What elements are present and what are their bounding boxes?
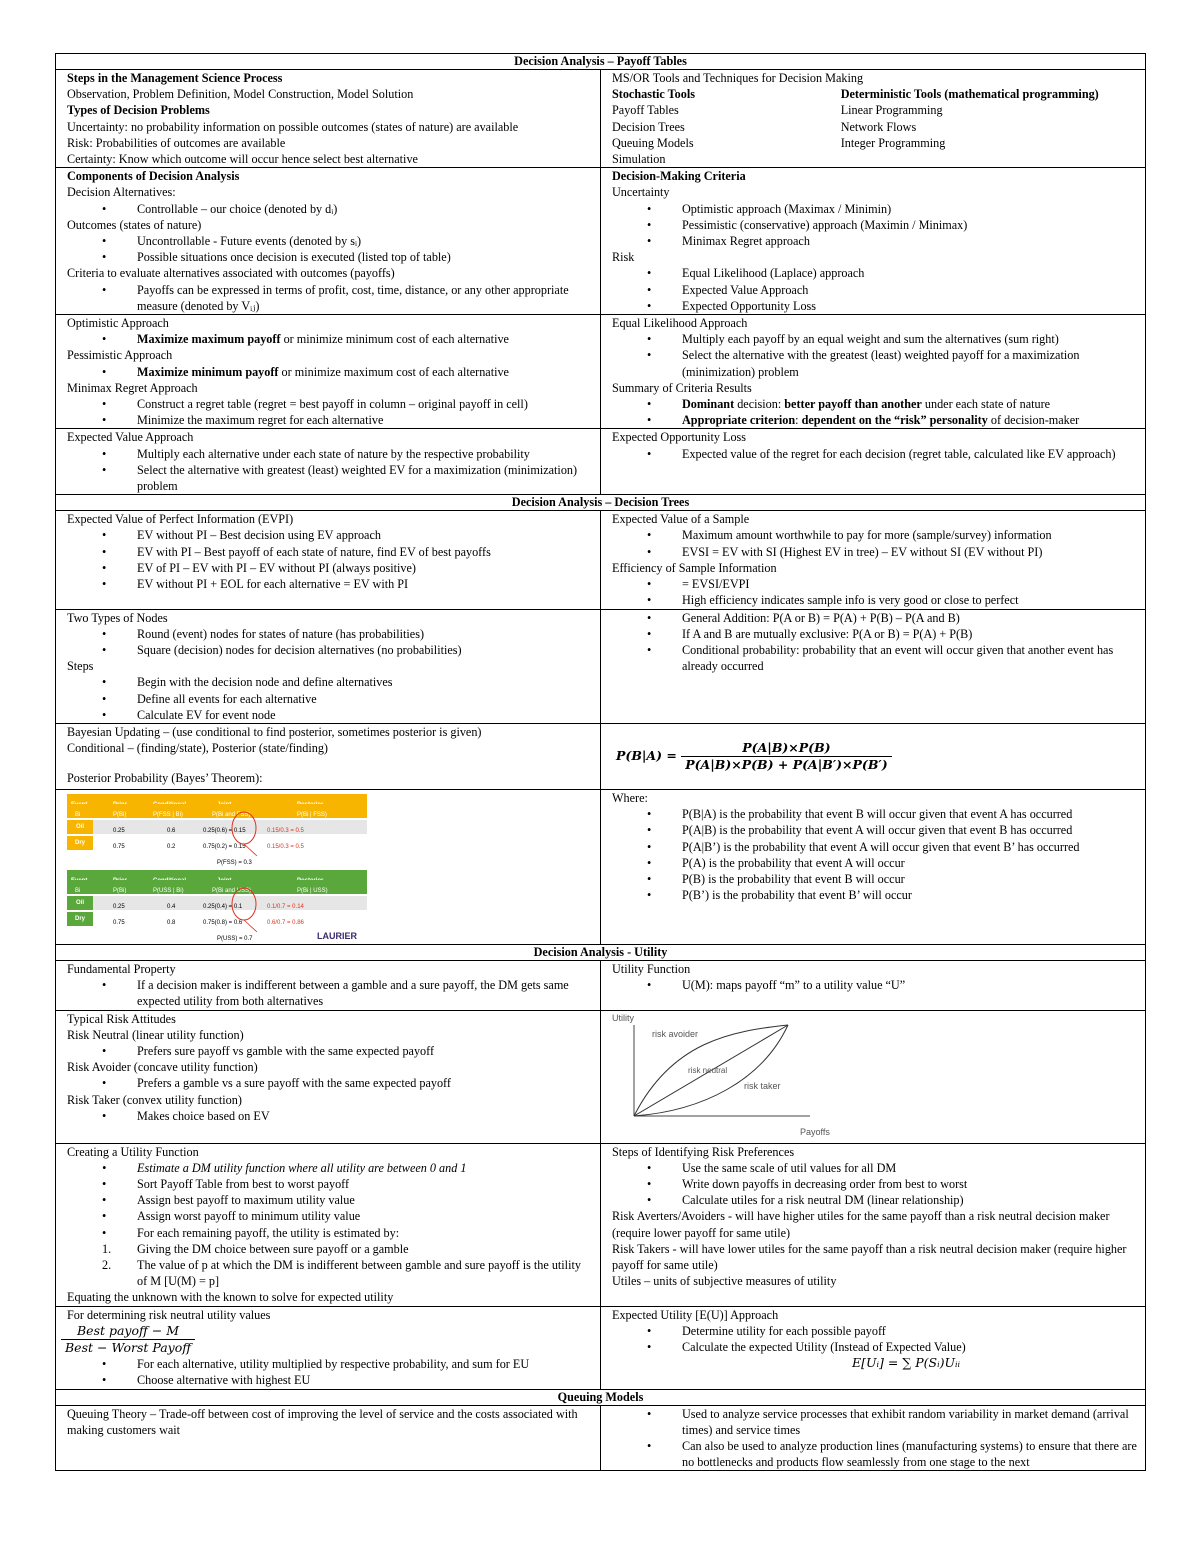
alt-title: Decision Alternatives: (67, 185, 176, 200)
list-item: • EV without PI + EOL for each alternative = EV with PI (137, 576, 594, 592)
bold-text: Dominant (682, 397, 735, 412)
neutral-title: Risk Neutral (linear utility function) (67, 1027, 244, 1042)
table-row: Dry 0.75 0.8 0.75(0.8) = 0.6 0.6/0.7 = 0.86 (67, 912, 367, 926)
identifying-cell (601, 1143, 1146, 1306)
list-item: • = EVSI/EVPI (682, 576, 1139, 592)
list-item: • Sort Payoff Table from best to worst payoff (137, 1176, 594, 1192)
list-item: • Prefers sure payoff vs gamble with the same expected payoff (137, 1043, 594, 1059)
ev-approach-title: Expected Value Approach (67, 430, 194, 445)
tools-cell (601, 70, 1146, 168)
list-item: • Determine utility for each possible payoff (682, 1323, 1139, 1339)
certainty-def: Certainty: Know which outcome will occur hence select best alternative (67, 152, 418, 167)
utiles-text: Utiles – units of subjective measures of utility (612, 1274, 837, 1289)
list-item: • Calculate utiles for a risk neutral DM (linear relationship) (682, 1192, 1139, 1208)
utility-graph-cell (601, 1010, 1146, 1143)
table-row: Oil 0.25 0.6 0.25(0.6) = 0.15 0.15/0.3 = 0.5 (67, 820, 367, 834)
list-item: • Choose alternative with highest EU (137, 1372, 594, 1388)
avoider-title: Risk Avoider (concave utility function) (67, 1060, 258, 1075)
equating-line: Equating the unknown with the known to solve for expected utility (67, 1290, 394, 1305)
taker-title: Risk Taker (convex utility function) (67, 1092, 242, 1107)
criteria-title: Decision-Making Criteria (612, 169, 746, 184)
list-item: • Select the alternative with the greatest (least) weighted payoff for a maximization (minimization) problem (682, 347, 1139, 379)
list-item: • If a decision maker is indifferent between a gamble and a sure payoff, the DM gets same expected utility from both alternatives (137, 977, 594, 1009)
steps-title: Steps (67, 659, 94, 674)
list-item: • EVSI = EV with SI (Highest EV in tree) – EV without SI (EV without PI) (682, 544, 1139, 560)
taker-label: risk taker (744, 1080, 781, 1091)
list-item: • Assign best payoff to maximum utility value (137, 1192, 594, 1208)
eol-title: Expected Opportunity Loss (612, 430, 747, 445)
formula-numerator: P(A|B)×P(B) (681, 740, 891, 757)
evpi-cell (56, 511, 601, 609)
neutral-values-cell (56, 1306, 601, 1389)
stochastic-item: Decision Trees (612, 119, 685, 134)
nodes-cell (56, 609, 601, 723)
text: decision: (734, 397, 785, 412)
stochastic-item: Queuing Models (612, 135, 694, 150)
stochastic-item: Payoff Tables (612, 103, 679, 118)
formula-fraction (681, 740, 891, 773)
bayes-table-cell (56, 789, 601, 944)
deterministic-title: Deterministic Tools (mathematical programming) (840, 87, 1099, 102)
summary-title: Summary of Criteria Results (612, 380, 752, 395)
annotation-circles (67, 794, 367, 944)
numbered-item: 1. Giving the DM choice between sure payoff or a gamble (102, 1241, 409, 1256)
list-item: • P(B) is the probability that event B will occur (682, 871, 1139, 887)
list-item: • Optimistic approach (Maximax / Minimin) (682, 201, 1139, 217)
list-item: • Round (event) nodes for states of nature (has probabilities) (137, 626, 594, 642)
list-item: • Minimax Regret approach (682, 233, 1139, 249)
utility-fn-cell (601, 960, 1146, 1010)
list-item: • P(B|A) is the probability that event B will occur given that event A has occurred (682, 806, 1139, 822)
list-item: • Possible situations once decision is executed (listed top of table) (137, 249, 594, 265)
equal-likelihood-title: Equal Likelihood Approach (612, 316, 748, 331)
list-item: • EV with PI – Best payoff of each state of nature, find EV of best payoffs (137, 544, 594, 560)
bold-text: Appropriate criterion (682, 413, 796, 428)
sample-cell (601, 511, 1146, 609)
list-item: • Multiply each payoff by an equal weight and sum the alternatives (sum right) (682, 331, 1139, 347)
deterministic-item: Network Flows (840, 119, 917, 134)
list-item: • For each remaining payoff, the utility is estimated by: (137, 1225, 594, 1241)
eu-cell (601, 1306, 1146, 1389)
bold-text: Maximize minimum payoff (137, 364, 279, 379)
text: under each state of nature (921, 397, 1051, 412)
criteria-eval-title: Criteria to evaluate alternatives associated with outcomes (payoffs) (67, 266, 395, 281)
text: : (795, 413, 802, 428)
eol-cell (601, 429, 1146, 495)
list-item: • Begin with the decision node and define alternatives (137, 674, 594, 690)
eu-title: Expected Utility [E(U)] Approach (612, 1307, 779, 1322)
criteria-uncertainty-title: Uncertainty (612, 185, 670, 200)
x-axis-label: Payoffs (800, 1126, 830, 1137)
optimistic-title: Optimistic Approach (67, 316, 169, 331)
list-item: • Pessimistic (conservative) approach (Maximin / Minimax) (682, 217, 1139, 233)
laurier-logo: LAURIER (317, 930, 357, 941)
stochastic-title: Stochastic Tools (612, 87, 695, 102)
bayes-cell (56, 723, 601, 789)
fundamental-cell (56, 960, 601, 1010)
list-item: • Assign worst payoff to minimum utility value (137, 1208, 594, 1224)
bayes-formula-cell (601, 723, 1146, 789)
bold-text: dependent on the “risk” personality (801, 413, 988, 428)
list-item: • Multiply each alternative under each state of nature by the respective probability (137, 446, 594, 462)
list-item: • Payoffs can be expressed in terms of profit, cost, time, distance, or any other appropriate measure (denoted by Vᵢⱼ) (137, 282, 594, 314)
list-item: • Prefers a gamble vs a sure payoff with the same expected payoff (137, 1075, 594, 1091)
list-item: • EV without PI – Best decision using EV approach (137, 527, 594, 543)
formula-lhs: P(B|A) = (616, 747, 677, 763)
nodes-title: Two Types of Nodes (67, 610, 168, 625)
list-item: • U(M): maps payoff “m” to a utility value “U” (682, 977, 1139, 993)
formula-denominator: Best − Worst Payoff (65, 1339, 192, 1355)
list-item: • P(B’) is the probability that event B’ will occur (682, 887, 1139, 903)
list-item (137, 331, 594, 347)
table-row: Oil 0.25 0.4 0.25(0.4) = 0.1 0.1/0.7 = 0.14 (67, 896, 367, 910)
list-item: • Maximum amount worthwhile to pay for more (sample/survey) information (682, 527, 1139, 543)
deterministic-column (841, 86, 1139, 167)
where-title: Where: (612, 790, 648, 805)
creating-cell (56, 1143, 601, 1306)
list-item: • Makes choice based on EV (137, 1108, 594, 1124)
creating-title: Creating a Utility Function (67, 1144, 199, 1159)
tools-title: MS/OR Tools and Techniques for Decision Making (612, 71, 864, 85)
criteria-cell (601, 168, 1146, 315)
list-item (682, 396, 1139, 412)
utility-graph (612, 1011, 852, 1143)
list-item: • EV of PI – EV with PI – EV without PI (always positive) (137, 560, 594, 576)
uncertainty-def: Uncertainty: no probability information on possible outcomes (states of nature) are available (67, 119, 519, 134)
formula-numerator: Best payoff − M (61, 1323, 195, 1340)
list-item: • Expected Opportunity Loss (682, 298, 1139, 314)
numbered-item: 2. The value of p at which the DM is indifferent between gamble and sure payoff is the utility of M [U(M) = p] (102, 1257, 581, 1289)
list-item: • Expected Value Approach (682, 282, 1139, 298)
list-item: • Expected value of the regret for each decision (regret table, calculated like EV approach) (682, 446, 1139, 462)
section-header-payoff: Decision Analysis – Payoff Tables (56, 54, 1146, 70)
list-item: • Equal Likelihood (Laplace) approach (682, 265, 1139, 281)
queuing-uses-cell (601, 1405, 1146, 1471)
steps-ms-cell (56, 70, 601, 168)
steps-ms-title: Steps in the Management Science Process (67, 71, 283, 85)
bayes-table-image (67, 794, 367, 944)
outcomes-title: Outcomes (states of nature) (67, 217, 202, 232)
pessimistic-title: Pessimistic Approach (67, 348, 173, 363)
list-item (137, 364, 594, 380)
table-total: P(FSS) = 0.3 (217, 859, 252, 866)
list-item: • P(A) is the probability that event A will occur (682, 855, 1139, 871)
list-item: • Calculate the expected Utility (Instead of Expected Value) (682, 1339, 1139, 1355)
approaches-cell (56, 315, 601, 429)
types-title: Types of Decision Problems (67, 103, 210, 118)
bayes-line1: Bayesian Updating – (use conditional to find posterior, sometimes posterior is given) (67, 724, 482, 739)
list-item: • P(A|B) is the probability that event A will occur given that event B has occurred (682, 822, 1139, 838)
list-item: • Conditional probability: probability that an event will occur given that another event has already occurred (682, 642, 1139, 674)
avoider-label: risk avoider (652, 1028, 699, 1039)
minimax-title: Minimax Regret Approach (67, 380, 198, 395)
criteria-risk-title: Risk (612, 250, 635, 265)
utility-fn-title: Utility Function (612, 961, 691, 976)
list-item: • If A and B are mutually exclusive: P(A or B) = P(A) + P(B) (682, 626, 1139, 642)
components-title: Components of Decision Analysis (67, 169, 240, 184)
bold-text: better payoff than another (784, 397, 922, 412)
risk-attitudes-cell (56, 1010, 601, 1143)
table-total: P(USS) = 0.7 LAURIER (67, 928, 367, 942)
list-item: • Construct a regret table (regret = best payoff in column – original payoff in cell) (137, 396, 594, 412)
averters-text: Risk Averters/Avoiders - will have higher utiles for the same payoff than a risk neutral decision maker (require lower payoff for same utile) (612, 1209, 1110, 1240)
risk-def: Risk: Probabilities of outcomes are available (67, 135, 286, 150)
formula-denominator: P(A|B)×P(B) + P(A|B′)×P(B′) (685, 756, 888, 772)
section-header-queuing: Queuing Models (56, 1389, 1146, 1405)
list-item: • P(A|B’) is the probability that event A will occur given that event B’ has occurred (682, 839, 1139, 855)
section-header-utility: Decision Analysis - Utility (56, 944, 1146, 960)
components-cell (56, 168, 601, 315)
bold-text: Maximize maximum payoff (137, 332, 281, 347)
text: or minimize maximum cost of each alternative (278, 364, 509, 379)
neutral-values-title: For determining risk neutral utility values (67, 1307, 271, 1322)
deterministic-item: Integer Programming (840, 135, 946, 150)
equal-likelihood-cell (601, 315, 1146, 429)
list-item (682, 412, 1139, 428)
list-item: • Define all events for each alternative (137, 691, 594, 707)
deterministic-item: Linear Programming (840, 103, 943, 118)
sample-title: Expected Value of a Sample (612, 512, 750, 527)
y-axis-label: Utility (612, 1012, 634, 1023)
fundamental-title: Fundamental Property (67, 961, 176, 976)
stochastic-item: Simulation (612, 152, 666, 167)
bayes-line3: Posterior Probability (Bayes’ Theorem): (67, 771, 263, 786)
cheat-sheet-table (55, 53, 1146, 1471)
table-subheader: Bi P(Bi) P(USS | Bi) P(Bi and USS) P(Bi | USS) (67, 880, 367, 894)
cheat-sheet (55, 53, 1145, 1471)
neutral-formula (61, 1323, 195, 1356)
probability-cell (601, 609, 1146, 723)
list-item: • For each alternative, utility multiplied by respective probability, and sum for EU (137, 1356, 594, 1372)
table-row: Dry 0.75 0.2 0.75(0.2) = 0.15 0.15/0.3 = 0.5 (67, 836, 367, 850)
list-item: • Select the alternative with greatest (least) weighted EV for a maximization (minimization) problem (137, 462, 594, 494)
neutral-label: risk neutral (688, 1065, 728, 1075)
list-item: • Use the same scale of util values for all DM (682, 1160, 1139, 1176)
identifying-title: Steps of Identifying Risk Preferences (612, 1144, 795, 1159)
list-item: • High efficiency indicates sample info is very good or close to perfect (682, 592, 1139, 608)
list-item: • Used to analyze service processes that exhibit random variability in market demand (arrival times) and service times (682, 1406, 1139, 1438)
list-item: • General Addition: P(A or B) = P(A) + P(B) – P(A and B) (682, 610, 1139, 626)
table-subheader: Bi P(Bi) P(FSS | Bi) P(Bi and FSS) P(Bi | FSS) (67, 804, 367, 818)
section-header-trees: Decision Analysis – Decision Trees (56, 495, 1146, 511)
text: of decision-maker (987, 413, 1080, 428)
list-item: • Controllable – our choice (denoted by dᵢ) (137, 201, 594, 217)
list-item: • Minimize the maximum regret for each alternative (137, 412, 594, 428)
list-item: • Calculate EV for event node (137, 707, 594, 723)
text: or minimize minimum cost of each alternative (280, 332, 509, 347)
list-item: • Can also be used to analyze production lines (manufacturing systems) to ensure that there are no bottlenecks and products flow seamlessly from one stage to the next (682, 1438, 1139, 1470)
bayes-line2: Conditional – (finding/state), Posterior (state/finding) (67, 741, 328, 756)
efficiency-title: Efficiency of Sample Information (612, 560, 777, 575)
ev-approach-cell (56, 429, 601, 495)
list-item: • Square (decision) nodes for decision alternatives (no probabilities) (137, 642, 594, 658)
where-cell (601, 789, 1146, 944)
takers-text: Risk Takers - will have lower utiles for the same payoff than a risk neutral decision maker (require higher payoff for same utile) (612, 1241, 1127, 1272)
list-item: • Uncontrollable - Future events (denoted by sᵢ) (137, 233, 594, 249)
stochastic-column (612, 86, 841, 167)
evpi-title: Expected Value of Perfect Information (EVPI) (67, 512, 294, 527)
queuing-theory-cell (56, 1405, 601, 1471)
list-item: • Write down payoffs in decreasing order from best to worst (682, 1176, 1139, 1192)
eu-formula: E[Uᵢ] = ∑ P(Sᵢ)Uᵢᵢ (852, 1355, 961, 1371)
steps-ms-line: Observation, Problem Definition, Model Construction, Model Solution (67, 87, 414, 102)
bayes-formula (612, 740, 1139, 773)
list-item: • Estimate a DM utility function where all utility are between 0 and 1 (137, 1160, 594, 1176)
queuing-theory: Queuing Theory – Trade-off between cost of improving the level of service and the costs associated with making customers wait (67, 1406, 578, 1437)
risk-attitudes-title: Typical Risk Attitudes (67, 1011, 176, 1026)
